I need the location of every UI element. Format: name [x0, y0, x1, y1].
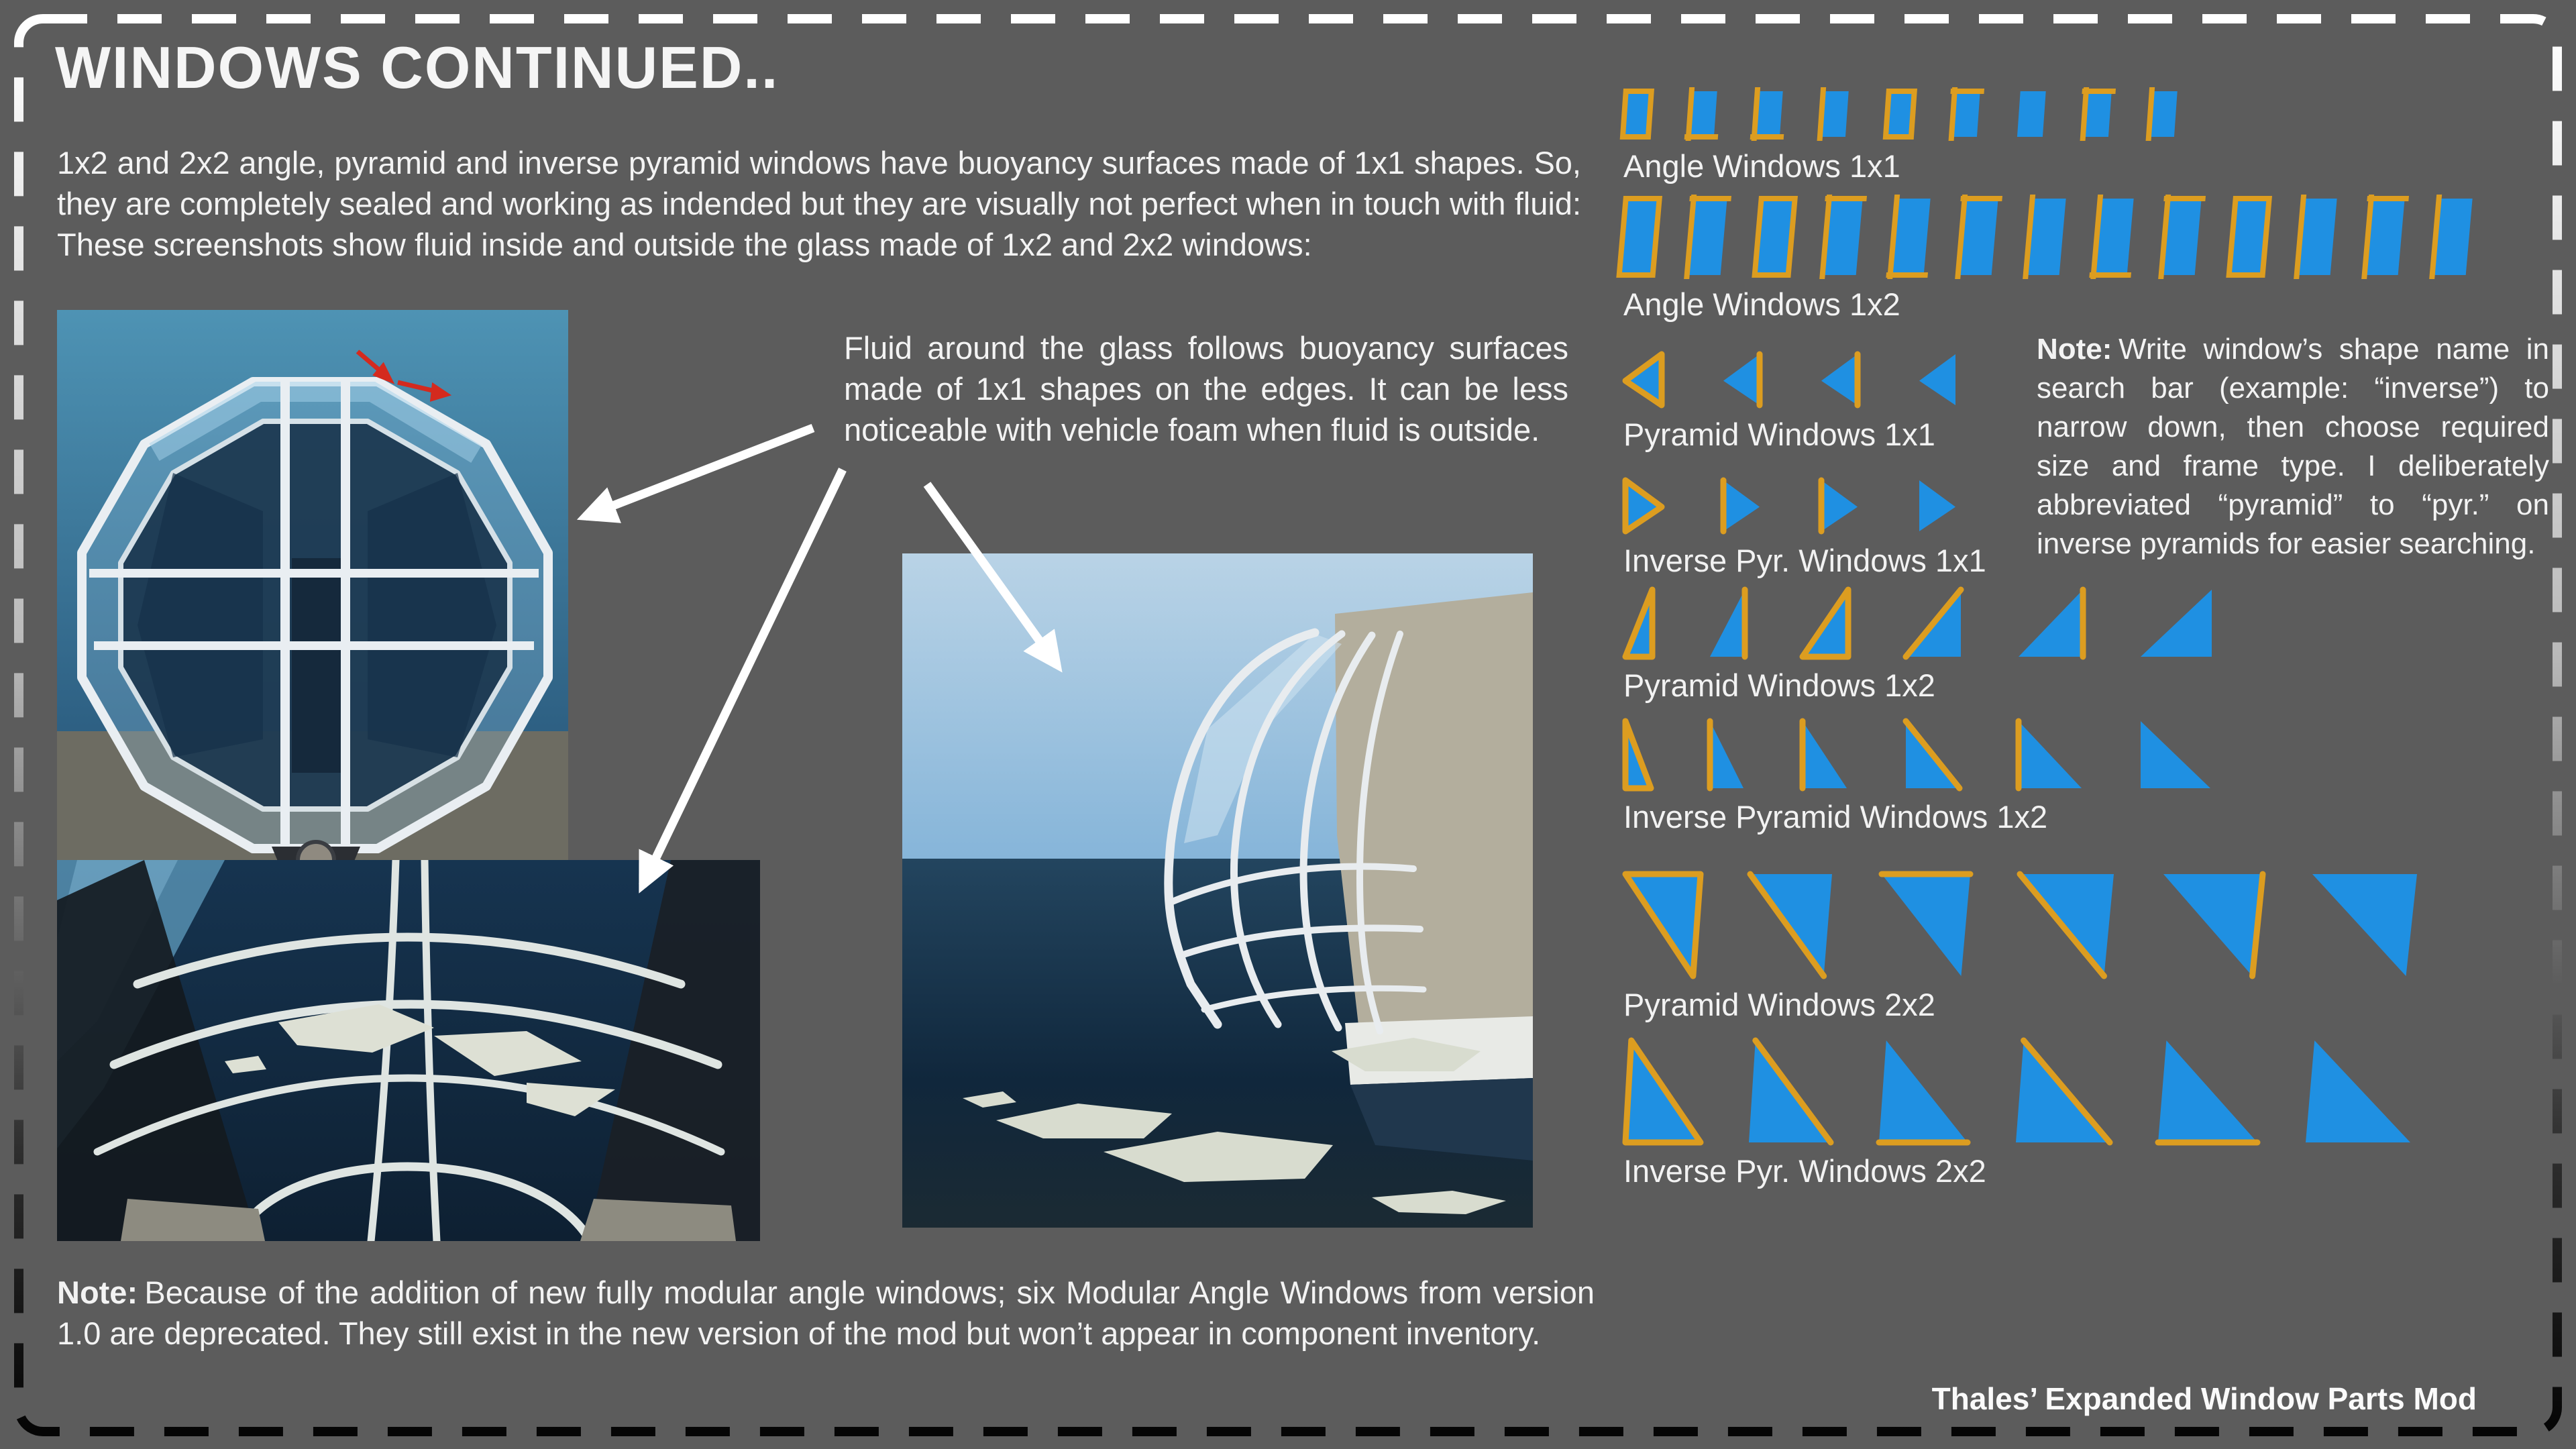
inverse-pyr-2x2-icon: [1877, 1038, 1970, 1144]
fluid-caption: Fluid around the glass follows buoyancy surfaces made of 1x1 shapes on the edges. It can be less noticeable with vehicle foam when fluid is outside.: [844, 330, 1568, 447]
inverse-pyr-1x1-icon: [1721, 478, 1762, 534]
inverse-pyramid-1x2-icon: [1801, 719, 1849, 790]
angle-1x2-icon: [2233, 196, 2272, 278]
window-row-pyramid-2x2: [1623, 872, 2419, 1023]
inverse-pyr-2x2-icon: [2304, 1038, 2412, 1144]
window-row-angle-1x1: [1623, 89, 2180, 184]
inverse-pyr-2x2-icon: [1747, 1038, 1833, 1144]
inverse-pyr-1x1-icon: [1917, 478, 1957, 534]
side-note: [2037, 330, 2549, 564]
angle-1x1-icon: [2149, 89, 2180, 140]
window-row-icons: [1623, 719, 2212, 790]
intro-paragraph: 1x2 and 2x2 angle, pyramid and inverse pyramid windows have buoyancy surfaces made of 1x1 shapes. So, they are completely sealed and working as indended but they are visually not perfect when in touch with fluid: These screenshots show fluid inside and outside the glass made of 1x2 and 2x2 windows:: [57, 145, 1581, 262]
pyramid-2x2-icon: [2018, 872, 2116, 978]
angle-1x1-icon: [1886, 89, 1917, 140]
angle-1x2-icon: [2165, 196, 2204, 278]
window-row-icons: [1623, 89, 2180, 140]
angle-1x2-icon: [2098, 196, 2137, 278]
inverse-pyramid-1x2-icon: [2139, 719, 2212, 790]
angle-1x2-icon: [2301, 196, 2340, 278]
window-row-pyramid-1x2: [1623, 588, 2214, 704]
pyramid-2x2-icon: [1623, 872, 1703, 978]
bottom-note-text: Because of the addition of new fully modular angle windows; six Modular Angle Windows from version 1.0 are deprecated. They still exist in the new version of the mod but won’t appear in component inventory.: [57, 1275, 1595, 1351]
window-row-icons: [1623, 478, 1986, 534]
window-row-icons: [1623, 872, 2419, 978]
bottom-note: [57, 1272, 1595, 1354]
pyramid-2x2-icon: [1748, 872, 1834, 978]
angle-1x1-icon: [1952, 89, 1983, 140]
angle-1x2-icon: [1759, 196, 1798, 278]
window-row-icons: [1623, 1038, 2412, 1144]
window-row-label: Angle Windows 1x1: [1623, 148, 1900, 184]
angle-1x2-icon: [2030, 196, 2069, 278]
angle-1x1-icon: [1623, 89, 1654, 140]
window-row-inverse-pyr-2x2: [1623, 1038, 2412, 1189]
side-note-prefix: Note:: [2037, 333, 2112, 366]
inverse-pyramid-1x2-icon: [1623, 719, 1653, 790]
window-row-icons: [1623, 352, 1957, 408]
angle-1x2-icon: [1894, 196, 1933, 278]
pyramid-1x2-icon: [1623, 588, 1654, 659]
footer-credit: Thales’ Expanded Window Parts Mod: [1931, 1381, 2477, 1416]
side-note-text: Write window’s shape name in search bar (example: “inverse”) to narrow down, then choose required size and frame type. I deliberately abbreviated “pyramid” to “pyr.” on inverse pyramids for easier searching.: [2037, 333, 2549, 560]
bottom-note-prefix: Note:: [57, 1275, 138, 1310]
inverse-pyramid-1x2-icon: [2017, 719, 2084, 790]
inverse-pyr-2x2-icon: [2156, 1038, 2259, 1144]
angle-1x2-icon: [1827, 196, 1866, 278]
pyramid-1x2-icon: [1904, 588, 1963, 659]
inverse-pyramid-1x2-icon: [1904, 719, 1962, 790]
pyramid-1x2-icon: [2139, 588, 2214, 659]
window-row-label: Inverse Pyramid Windows 1x2: [1623, 799, 2048, 835]
pyramid-1x2-icon: [1708, 588, 1747, 659]
angle-1x2-icon: [2436, 196, 2475, 278]
inverse-pyr-2x2-icon: [2014, 1038, 2112, 1144]
pyramid-2x2-icon: [2161, 872, 2265, 978]
window-row-icons: [1623, 196, 2475, 278]
angle-1x1-icon: [2084, 89, 2114, 140]
window-row-label: Inverse Pyr. Windows 2x2: [1623, 1153, 1986, 1189]
window-row-pyramid-1x1: [1623, 352, 1957, 453]
window-row-inverse-pyr-1x1: [1623, 478, 1986, 579]
window-row-label: Pyramid Windows 1x1: [1623, 417, 1935, 452]
pyramid-1x2-icon: [2017, 588, 2085, 659]
window-row-label: Inverse Pyr. Windows 1x1: [1623, 543, 1986, 578]
angle-1x2-icon: [1623, 196, 1662, 278]
window-row-label: Angle Windows 1x2: [1623, 286, 1900, 322]
pyramid-2x2-icon: [2310, 872, 2419, 978]
inverse-pyr-2x2-icon: [1623, 1038, 1703, 1144]
angle-1x2-icon: [1962, 196, 2001, 278]
window-row-label: Pyramid Windows 2x2: [1623, 987, 1935, 1022]
pyramid-1x1-icon: [1721, 352, 1762, 408]
angle-1x2-icon: [1691, 196, 1730, 278]
window-row-label: Pyramid Windows 1x2: [1623, 667, 1935, 703]
angle-1x1-icon: [1755, 89, 1786, 140]
window-row-angle-1x2: [1623, 196, 2475, 323]
pyramid-1x2-icon: [1801, 588, 1850, 659]
page-title: WINDOWS CONTINUED..: [55, 34, 780, 101]
pyramid-1x1-icon: [1819, 352, 1860, 408]
angle-1x1-icon: [1689, 89, 1720, 140]
window-row-inverse-pyramid-1x2: [1623, 719, 2212, 835]
inverse-pyr-1x1-icon: [1623, 478, 1664, 534]
window-row-icons: [1623, 588, 2214, 659]
screenshot-dome-surface-view: [902, 553, 1533, 1228]
screenshot-dome-interior-view: [57, 860, 760, 1241]
screenshot-dome-front-view: [57, 310, 568, 879]
pyramid-2x2-icon: [1880, 872, 1972, 978]
angle-1x1-icon: [1821, 89, 1851, 140]
pyramid-1x1-icon: [1917, 352, 1957, 408]
inverse-pyr-1x1-icon: [1819, 478, 1860, 534]
inverse-pyramid-1x2-icon: [1708, 719, 1746, 790]
angle-1x1-icon: [2018, 89, 2049, 140]
pyramid-1x1-icon: [1623, 352, 1664, 408]
angle-1x2-icon: [2369, 196, 2408, 278]
